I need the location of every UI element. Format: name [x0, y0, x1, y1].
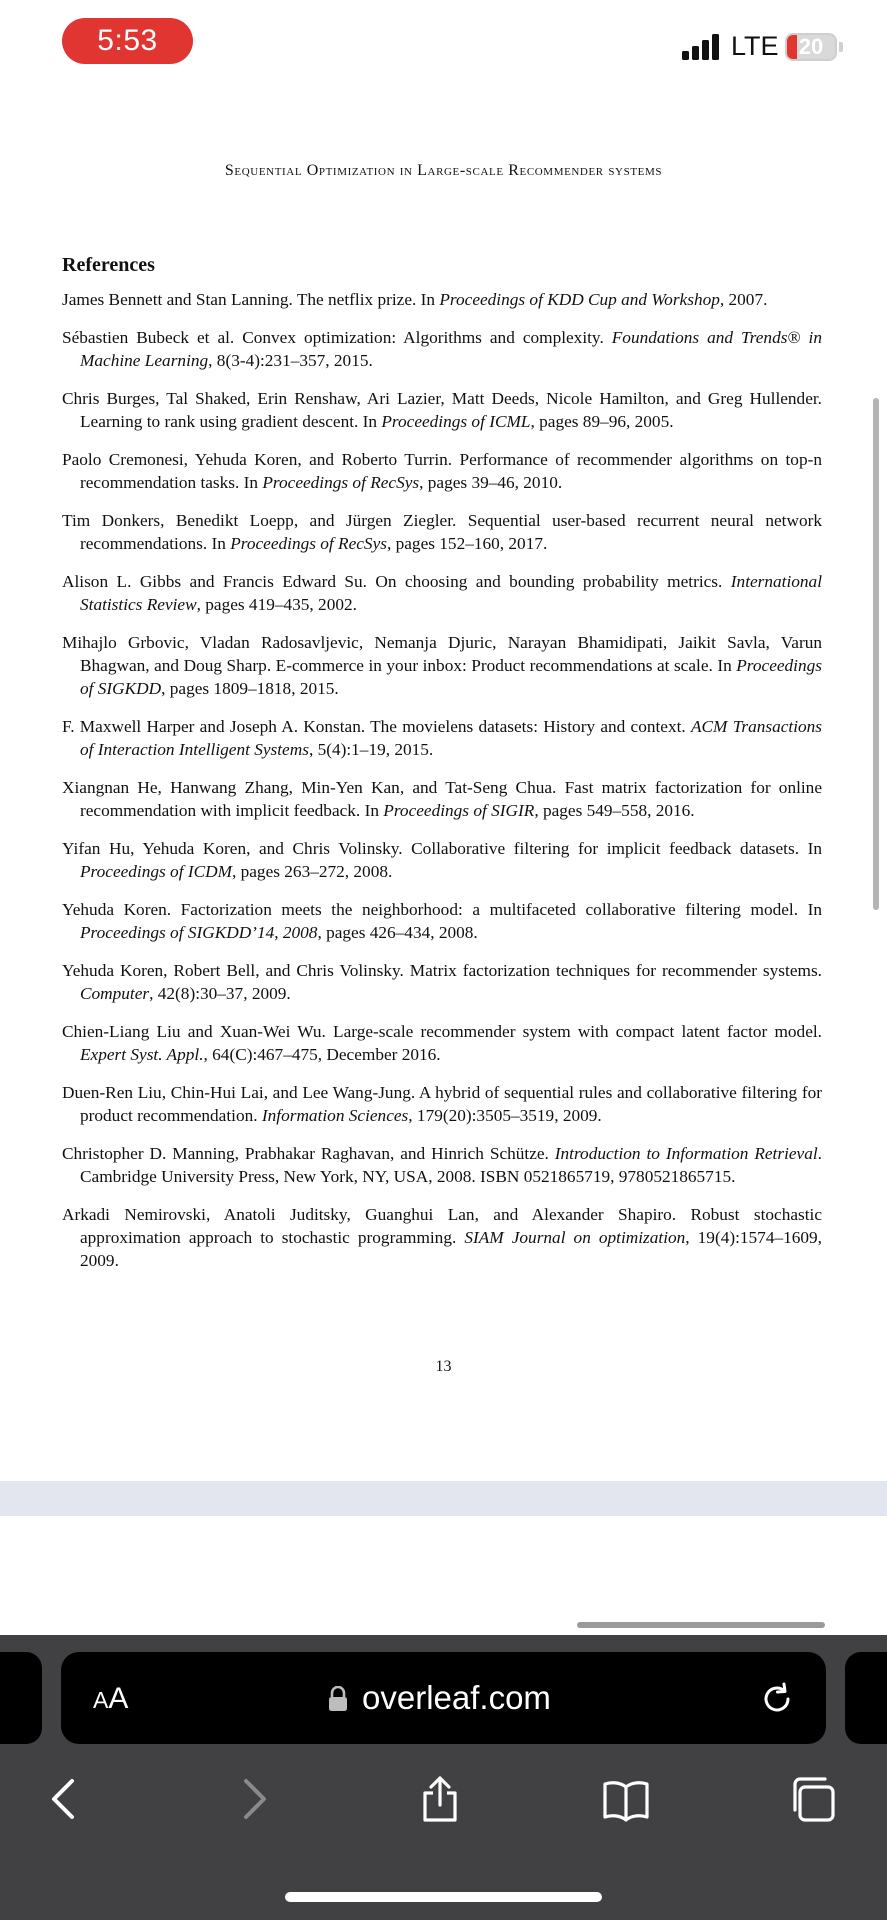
- reference-text: Mihajlo Grbovic, Vladan Radosavljevic, Nemanja Djuric, Narayan Bhamidipati, Jaikit Savla, Varun Bhagwan, and Doug Sharp. E-commerce in your inbox: Product recommendations at scale. In: [62, 633, 822, 675]
- reference-entry: [62, 1020, 822, 1066]
- reference-venue: Proceedings of RecSys: [262, 473, 420, 492]
- reference-entry: [62, 387, 822, 433]
- reference-venue: Proceedings of SIGKDD’14, 2008: [80, 923, 318, 942]
- reference-text: Sébastien Bubeck et al. Convex optimization: Algorithms and complexity.: [62, 328, 612, 347]
- reference-text: Chien-Liang Liu and Xuan-Wei Wu. Large-scale recommender system with compact latent factor model.: [62, 1022, 822, 1041]
- url-domain[interactable]: overleaf.com: [362, 1679, 551, 1716]
- status-time[interactable]: 5:53: [62, 18, 193, 64]
- reference-entry: [62, 570, 822, 616]
- reference-details: . Cambridge University Press, New York, NY, USA, 2008. ISBN 0521865719, 9780521865715.: [80, 1144, 822, 1186]
- reference-venue: Proceedings of SIGKDD: [80, 656, 822, 698]
- share-icon[interactable]: [416, 1775, 464, 1823]
- reference-details: , 2007.: [719, 290, 768, 309]
- reference-details: , pages 419–435, 2002.: [196, 595, 357, 614]
- horizontal-scrollbar[interactable]: [577, 1622, 825, 1628]
- previous-tab-preview[interactable]: [0, 1652, 42, 1744]
- text-size-small-a: A: [93, 1687, 109, 1713]
- reference-entry: [62, 1142, 822, 1188]
- reference-venue: Proceedings of KDD Cup and Workshop: [439, 290, 720, 309]
- reference-entry: [62, 288, 822, 311]
- reference-entry: [62, 448, 822, 494]
- forward-icon[interactable]: [230, 1775, 278, 1823]
- reference-list: [62, 288, 822, 1287]
- running-head: Sequential Optimization in Large-scale Recommender systems: [224, 162, 663, 179]
- reference-entry: [62, 1081, 822, 1127]
- reference-entry: [62, 715, 822, 761]
- reference-details: , 42(8):30–37, 2009.: [149, 984, 291, 1003]
- reference-text: Yifan Hu, Yehuda Koren, and Chris Volinsky. Collaborative filtering for implicit feedback datasets. In: [62, 839, 822, 858]
- reference-text: Xiangnan He, Hanwang Zhang, Min-Yen Kan, and Tat-Seng Chua. Fast matrix factorization for online recommendation with implicit feedback. In: [62, 778, 822, 820]
- reference-text: James Bennett and Stan Lanning. The netflix prize. In: [62, 290, 440, 309]
- vertical-scrollbar[interactable]: [873, 398, 879, 910]
- lock-icon: [328, 1686, 348, 1712]
- reference-details: , pages 1809–1818, 2015.: [161, 679, 339, 698]
- reference-entry: [62, 631, 822, 700]
- reference-text: Paolo Cremonesi, Yehuda Koren, and Roberto Turrin. Performance of recommender algorithms on top-n recommendation tasks. In: [62, 450, 822, 492]
- home-indicator[interactable]: [285, 1892, 602, 1902]
- reference-details: , 5(4):1–19, 2015.: [308, 740, 434, 759]
- reference-venue: Proceedings of ICML: [381, 412, 531, 431]
- reference-text: Tim Donkers, Benedikt Loepp, and Jürgen Ziegler. Sequential user-based recurrent neural network recommendations. In: [62, 511, 822, 553]
- cellular-signal-icon: [682, 34, 724, 60]
- section-title: References: [62, 254, 155, 276]
- reference-venue: Proceedings of RecSys: [230, 534, 387, 553]
- reference-text: Chris Burges, Tal Shaked, Erin Renshaw, Ari Lazier, Matt Deeds, Nicole Hamilton, and Greg Hullender. Learning to rank using gradient descent. In: [62, 389, 822, 431]
- reference-text: Yehuda Koren. Factorization meets the neighborhood: a multifaceted collaborative filtering model. In: [62, 900, 822, 919]
- reference-text: Alison L. Gibbs and Francis Edward Su. On choosing and bounding probability metrics.: [62, 572, 731, 591]
- reference-venue: Information Sciences: [261, 1106, 409, 1125]
- reference-venue: SIAM Journal on optimization: [464, 1228, 686, 1247]
- reference-venue: Proceedings of SIGIR: [383, 801, 535, 820]
- reference-venue: International Statistics Review: [80, 572, 822, 614]
- reference-text: Christopher D. Manning, Prabhakar Raghavan, and Hinrich Schütze.: [62, 1144, 555, 1163]
- battery-percent: 20: [798, 34, 824, 59]
- battery-icon: [785, 33, 837, 61]
- reference-venue: Computer: [80, 984, 150, 1003]
- reference-text: Duen-Ren Liu, Chin-Hui Lai, and Lee Wang-Jung. A hybrid of sequential rules and collaborative filtering for product recommendation.: [62, 1083, 822, 1125]
- reference-details: , 64(C):467–475, December 2016.: [203, 1045, 441, 1064]
- reference-text: F. Maxwell Harper and Joseph A. Konstan. The movielens datasets: History and context.: [62, 717, 691, 736]
- page-separator: [0, 1481, 887, 1516]
- reference-details: , pages 549–558, 2016.: [534, 801, 695, 820]
- text-size-button[interactable]: [93, 1679, 128, 1720]
- reference-venue: Foundations and Trends® in Machine Learning: [80, 328, 822, 370]
- reference-entry: [62, 776, 822, 822]
- bookmarks-icon[interactable]: [602, 1775, 650, 1823]
- reference-entry: [62, 1203, 822, 1272]
- reference-details: , 19(4):1574–1609, 2009.: [80, 1228, 822, 1270]
- reference-entry: [62, 509, 822, 555]
- reference-venue: Proceedings of ICDM: [80, 862, 232, 881]
- reference-venue: Introduction to Information Retrieval: [554, 1144, 818, 1163]
- page-number: 13: [435, 1358, 452, 1375]
- reload-icon[interactable]: [758, 1680, 796, 1718]
- back-icon[interactable]: [40, 1775, 88, 1823]
- reference-details: , pages 39–46, 2010.: [419, 473, 563, 492]
- tabs-icon[interactable]: [790, 1775, 838, 1823]
- text-size-big-a: A: [108, 1682, 129, 1715]
- reference-venue: ACM Transactions of Interaction Intelligent Systems: [80, 717, 822, 759]
- reference-details: , pages 89–96, 2005.: [530, 412, 674, 431]
- reference-details: , pages 152–160, 2017.: [386, 534, 548, 553]
- reference-details: , pages 426–434, 2008.: [317, 923, 478, 942]
- next-tab-preview[interactable]: [845, 1652, 887, 1744]
- reference-venue: Expert Syst. Appl.: [80, 1045, 204, 1064]
- reference-text: Yehuda Koren, Robert Bell, and Chris Volinsky. Matrix factorization techniques for recommender systems.: [62, 961, 822, 980]
- reference-text: Arkadi Nemirovski, Anatoli Juditsky, Guanghui Lan, and Alexander Shapiro. Robust stochastic approximation approach to stochastic programming.: [62, 1205, 822, 1247]
- reference-entry: [62, 959, 822, 1005]
- status-bar: [0, 0, 887, 90]
- reference-entry: [62, 326, 822, 372]
- battery-tip: [839, 42, 843, 52]
- network-type: LTE: [731, 31, 779, 61]
- reference-details: , 8(3-4):231–357, 2015.: [208, 351, 373, 370]
- reference-entry: [62, 898, 822, 944]
- reference-details: , pages 263–272, 2008.: [231, 862, 393, 881]
- reference-entry: [62, 837, 822, 883]
- reference-details: , 179(20):3505–3519, 2009.: [408, 1106, 602, 1125]
